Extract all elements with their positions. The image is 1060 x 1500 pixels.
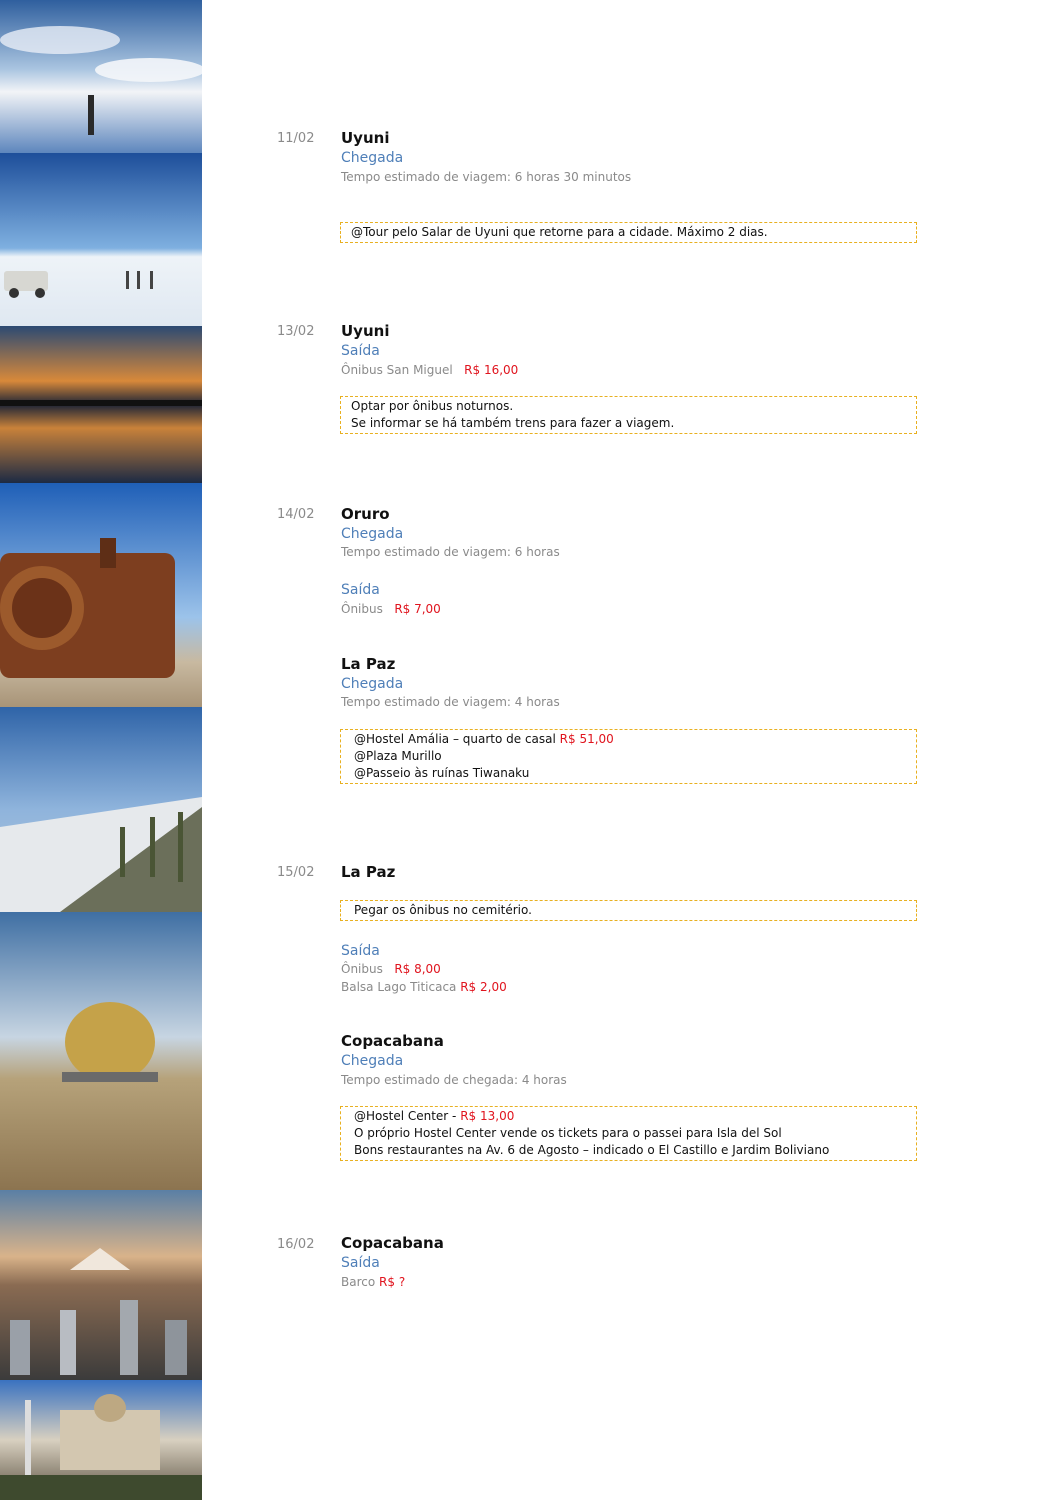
price: R$ 2,00	[460, 980, 507, 994]
note-line: @Plaza Murillo	[354, 749, 442, 763]
city-name: Oruro	[341, 505, 390, 523]
price: R$ 13,00	[460, 1109, 515, 1123]
note-line: Se informar se há também trens para fazer a viagem.	[351, 416, 675, 430]
entry-date: 13/02	[277, 324, 315, 339]
price: R$ 16,00	[464, 363, 519, 377]
note-line: Optar por ônibus noturnos.	[351, 399, 514, 413]
transport-info	[341, 363, 518, 377]
note-line: Bons restaurantes na Av. 6 de Agosto – indicado o El Castillo e Jardim Boliviano	[354, 1143, 830, 1157]
train-cemetery-photo	[0, 483, 202, 707]
note-box	[340, 396, 917, 434]
salt-flat-reflection-photo	[0, 0, 202, 153]
price: R$ 51,00	[559, 732, 614, 746]
city-name: Uyuni	[341, 129, 390, 147]
note-box	[340, 900, 917, 921]
departure-label: Saída	[341, 1255, 380, 1271]
photo-strip	[0, 0, 202, 1500]
city-name: Copacabana	[341, 1032, 444, 1050]
transport-info	[341, 962, 441, 976]
note-box	[340, 222, 917, 243]
city-name: La Paz	[341, 655, 396, 673]
note-line: O próprio Hostel Center vende os tickets para o passei para Isla del Sol	[354, 1126, 782, 1140]
salt-flat-jeep-photo	[0, 153, 202, 326]
transport-info	[341, 980, 507, 994]
entry-date: 11/02	[277, 131, 315, 146]
entry-date: 14/02	[277, 507, 315, 522]
transport-name: Ônibus	[341, 602, 383, 616]
city-name: La Paz	[341, 863, 396, 881]
transport-name: Barco	[341, 1275, 376, 1289]
note-line	[354, 731, 916, 748]
travel-time: Tempo estimado de viagem: 4 horas	[341, 695, 560, 709]
note-box	[340, 729, 917, 784]
note-box	[340, 1106, 917, 1161]
transport-name: Balsa Lago Titicaca	[341, 980, 457, 994]
hostel-name: @Hostel Center -	[354, 1109, 457, 1123]
golden-dome-monument-photo	[0, 912, 202, 1190]
city-name: Copacabana	[341, 1234, 444, 1252]
note-line: @Tour pelo Salar de Uyuni que retorne para a cidade. Máximo 2 dias.	[351, 225, 768, 239]
arrival-label: Chegada	[341, 676, 404, 692]
salt-flat-sunset-photo	[0, 326, 202, 483]
arrival-label: Chegada	[341, 1053, 404, 1069]
arrival-label: Chegada	[341, 150, 404, 166]
transport-name: Ônibus San Miguel	[341, 363, 453, 377]
price: R$ 7,00	[394, 602, 441, 616]
city-name: Uyuni	[341, 322, 390, 340]
travel-time: Tempo estimado de viagem: 6 horas 30 minutos	[341, 170, 632, 184]
departure-label: Saída	[341, 343, 380, 359]
la-paz-city-photo	[0, 1190, 202, 1380]
note-line	[354, 1108, 916, 1125]
arrival-label: Chegada	[341, 526, 404, 542]
plaza-murillo-photo	[0, 1380, 202, 1500]
transport-info	[341, 1275, 405, 1289]
price: R$ 8,00	[394, 962, 441, 976]
transport-name: Ônibus	[341, 962, 383, 976]
price: R$ ?	[379, 1275, 406, 1289]
hostel-name: @Hostel Amália – quarto de casal	[354, 732, 556, 746]
cactus-island-photo	[0, 707, 202, 912]
transport-info	[341, 602, 441, 616]
travel-time: Tempo estimado de chegada: 4 horas	[341, 1073, 567, 1087]
entry-date: 16/02	[277, 1237, 315, 1252]
entry-date: 15/02	[277, 865, 315, 880]
note-line: @Passeio às ruínas Tiwanaku	[354, 766, 530, 780]
note-line: Pegar os ônibus no cemitério.	[354, 903, 532, 917]
departure-label: Saída	[341, 943, 380, 959]
departure-label: Saída	[341, 582, 380, 598]
travel-time: Tempo estimado de viagem: 6 horas	[341, 545, 560, 559]
